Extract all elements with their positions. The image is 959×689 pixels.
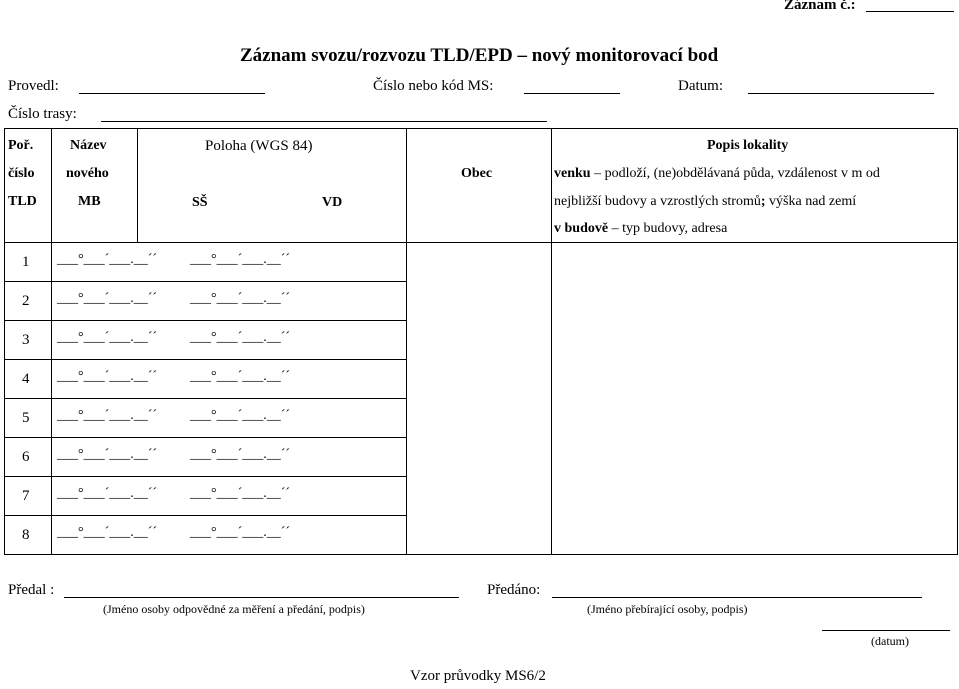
coord-cell[interactable] — [52, 243, 407, 282]
popis-v-budove-rest: – typ budovy, adresa — [608, 221, 728, 236]
row-number: 1 — [22, 254, 30, 270]
coord-cell[interactable] — [52, 282, 407, 321]
cislo-ms-field[interactable] — [524, 93, 620, 94]
row-number-cell — [5, 282, 52, 321]
popis-cell[interactable] — [552, 438, 958, 477]
datum-field[interactable] — [748, 93, 934, 94]
table-row — [5, 399, 958, 438]
header-nazev-line3: MB — [78, 194, 101, 209]
predal-label: Předal : — [8, 582, 55, 598]
predano-note: (Jméno přebírající osoby, podpis) — [587, 602, 748, 616]
header-nazev-line2: nového — [66, 166, 109, 181]
header-por-line3: TLD — [8, 194, 37, 209]
record-number-field[interactable] — [866, 11, 954, 12]
ss-coord: ___°___´___.__´´ — [57, 486, 158, 501]
vd-coord: ___°___´___.__´´ — [190, 486, 291, 501]
provedl-label: Provedl: — [8, 78, 59, 94]
vd-coord: ___°___´___.__´´ — [190, 447, 291, 462]
popis-line2-a: nejbližší budovy a vzrostlých stromů — [554, 194, 761, 209]
header-nazev — [52, 129, 138, 243]
row-number: 4 — [22, 371, 30, 387]
table-row — [5, 360, 958, 399]
vd-coord: ___°___´___.__´´ — [190, 408, 291, 423]
row-number-cell — [5, 438, 52, 477]
form-id: Vzor průvodky MS6/2 — [410, 668, 546, 684]
obec-cell[interactable] — [407, 243, 552, 282]
row-number-cell — [5, 321, 52, 360]
header-popis-line1 — [554, 166, 880, 182]
header-ss: SŠ — [192, 195, 208, 210]
table-row — [5, 438, 958, 477]
header-por — [5, 129, 52, 243]
ss-coord: ___°___´___.__´´ — [57, 252, 158, 267]
page-title: Záznam svozu/rozvozu TLD/EPD – nový monitorovací bod — [240, 45, 719, 66]
ss-coord: ___°___´___.__´´ — [57, 525, 158, 540]
header-poloha — [138, 129, 407, 243]
vd-coord: ___°___´___.__´´ — [190, 252, 291, 267]
vd-coord: ___°___´___.__´´ — [190, 330, 291, 345]
header-popis-line2 — [554, 194, 856, 210]
cislo-ms-label: Číslo nebo kód MS: — [373, 78, 494, 94]
header-popis-title: Popis lokality — [707, 138, 789, 153]
vd-coord: ___°___´___.__´´ — [190, 291, 291, 306]
rows-table — [4, 242, 958, 555]
vd-coord: ___°___´___.__´´ — [190, 525, 291, 540]
popis-cell[interactable] — [552, 282, 958, 321]
popis-cell[interactable] — [552, 399, 958, 438]
predano-label: Předáno: — [487, 582, 541, 598]
table-row — [5, 516, 958, 555]
datum-note: (datum) — [871, 634, 909, 648]
row-number: 7 — [22, 488, 30, 504]
header-popis — [552, 129, 958, 243]
coord-cell[interactable] — [52, 477, 407, 516]
predano-field[interactable] — [552, 597, 922, 598]
coord-cell[interactable] — [52, 438, 407, 477]
table-row — [5, 477, 958, 516]
ss-coord: ___°___´___.__´´ — [57, 369, 158, 384]
datum-label: Datum: — [678, 78, 723, 94]
obec-cell[interactable] — [407, 516, 552, 555]
table-row — [5, 321, 958, 360]
row-number: 8 — [22, 527, 30, 543]
monitoring-table — [4, 128, 958, 243]
popis-v-budove: v budově — [554, 221, 609, 236]
table-row — [5, 282, 958, 321]
popis-cell[interactable] — [552, 360, 958, 399]
coord-cell[interactable] — [52, 516, 407, 555]
row-number-cell — [5, 360, 52, 399]
coord-cell[interactable] — [52, 321, 407, 360]
header-vd: VD — [322, 195, 343, 210]
row-number-cell — [5, 477, 52, 516]
row-number: 5 — [22, 410, 30, 426]
ss-coord: ___°___´___.__´´ — [57, 447, 158, 462]
record-number-label: Záznam č.: — [784, 0, 856, 13]
obec-cell[interactable] — [407, 282, 552, 321]
header-por-line2: číslo — [8, 166, 35, 181]
row-number-cell — [5, 243, 52, 282]
popis-venku: venku — [554, 166, 591, 181]
popis-line2-semicolon: ; — [760, 194, 766, 209]
row-number: 3 — [22, 332, 30, 348]
obec-cell[interactable] — [407, 321, 552, 360]
coord-cell[interactable] — [52, 399, 407, 438]
header-obec-label: Obec — [461, 166, 493, 181]
datum-sign-field[interactable] — [822, 630, 950, 631]
cislo-trasy-field[interactable] — [101, 121, 547, 122]
popis-venku-rest: – podloží, (ne)obdělávaná půda, vzdálenost v m od — [590, 166, 880, 181]
header-nazev-line1: Název — [70, 138, 107, 153]
row-number: 6 — [22, 449, 30, 465]
obec-cell[interactable] — [407, 477, 552, 516]
row-number: 2 — [22, 293, 30, 309]
ss-coord: ___°___´___.__´´ — [57, 330, 158, 345]
popis-cell[interactable] — [552, 477, 958, 516]
obec-cell[interactable] — [407, 438, 552, 477]
table-row — [5, 243, 958, 282]
obec-cell[interactable] — [407, 360, 552, 399]
header-popis-line3 — [554, 221, 727, 237]
row-number-cell — [5, 399, 52, 438]
row-number-cell — [5, 516, 52, 555]
coord-cell[interactable] — [52, 360, 407, 399]
provedl-field[interactable] — [79, 93, 265, 94]
obec-cell[interactable] — [407, 399, 552, 438]
cislo-trasy-label: Číslo trasy: — [8, 106, 77, 122]
header-poloha-title: Poloha (WGS 84) — [205, 138, 313, 154]
header-por-line1: Poř. — [8, 138, 34, 153]
popis-cell[interactable] — [552, 243, 958, 282]
predal-field[interactable] — [64, 597, 459, 598]
popis-line2-c: výška nad zemí — [765, 194, 857, 209]
popis-cell[interactable] — [552, 321, 958, 360]
ss-coord: ___°___´___.__´´ — [57, 291, 158, 306]
popis-cell[interactable] — [552, 516, 958, 555]
ss-coord: ___°___´___.__´´ — [57, 408, 158, 423]
vd-coord: ___°___´___.__´´ — [190, 369, 291, 384]
predal-note: (Jméno osoby odpovědné za měření a předání, podpis) — [103, 602, 365, 616]
header-obec — [407, 129, 552, 243]
